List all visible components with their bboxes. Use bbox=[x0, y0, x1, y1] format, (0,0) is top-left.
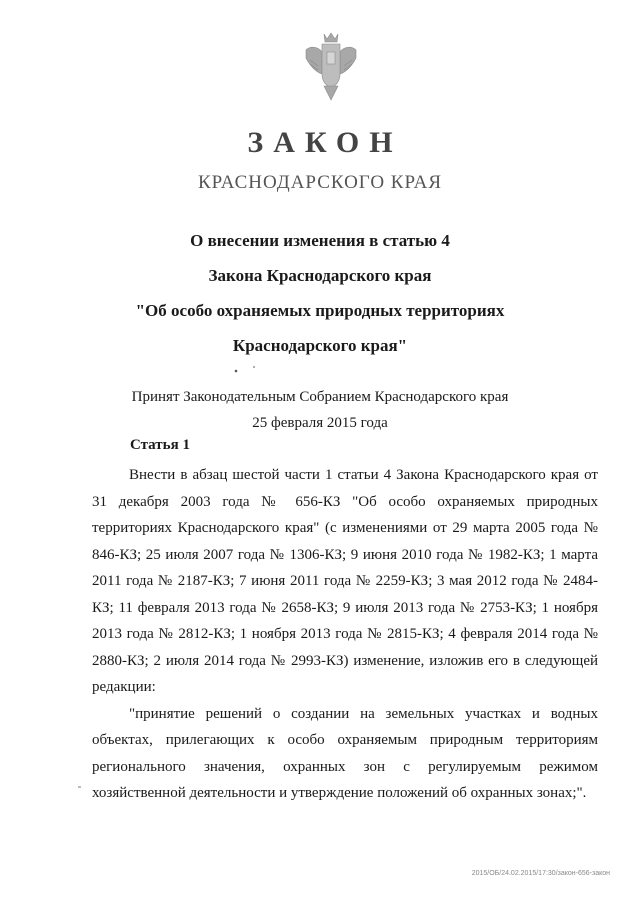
scan-specks bbox=[228, 362, 268, 374]
law-heading bbox=[0, 223, 640, 363]
article-paragraph-2: "принятие решений о создании на земельных участках и водных объектах, прилегающих к особо охраняемым природным территориям регионального значения, охранных зон с регулируемым режимом хозяйственной деятельности и утверждение положений об охранных зонах;". bbox=[92, 705, 598, 801]
document-subtitle: КРАСНОДАРСКОГО КРАЯ bbox=[197, 172, 442, 193]
heading-line-1: О внесении изменения в статью 4 bbox=[190, 231, 450, 250]
scan-mark bbox=[78, 786, 81, 788]
heading-line-3: "Об особо охраняемых природных территориях bbox=[135, 301, 505, 320]
adoption-date: 25 февраля 2015 года bbox=[252, 415, 388, 431]
adoption-line: Принят Законодательным Собранием Краснодарского края bbox=[131, 389, 509, 405]
heading-line-4: Краснодарского края" bbox=[232, 336, 408, 355]
article-body bbox=[92, 462, 598, 807]
adoption-note bbox=[0, 384, 640, 436]
article-paragraph-1: Внести в абзац шестой части 1 статьи 4 Закона Краснодарского края от 31 декабря 2003 года № 656-КЗ "Об особо охраняемых природных территориях Краснодарского края" (с изменениями от 29 марта 2005 года № 846-КЗ; 25 июля 2007 года № 1306-КЗ; 9 июня 2010 года № 1982-КЗ; 1 марта 2011 года № 2187-КЗ; 7 июня 2011 года № 2259-КЗ; 3 мая 2012 года № 2484-КЗ; 11 февраля 2013 года № 2658-КЗ; 9 июля 2013 года № 2753-КЗ; 1 ноября 2013 года № 2812-КЗ; 1 ноября 2013 года № 2815-КЗ; 4 февраля 2014 года № 2880-КЗ; 2 июля 2014 года № 2993-КЗ) изменение, изложив его в следующей редакции: bbox=[92, 467, 598, 695]
document-title: ЗАКОН bbox=[247, 126, 403, 159]
heading-line-2: Закона Краснодарского края bbox=[208, 266, 432, 285]
article-title: Статья 1 bbox=[130, 437, 190, 453]
coat-of-arms-icon bbox=[300, 30, 362, 106]
footer-stamp: 2015/ОБ/24.02.2015/17:30/закон-656-закон bbox=[471, 870, 610, 877]
